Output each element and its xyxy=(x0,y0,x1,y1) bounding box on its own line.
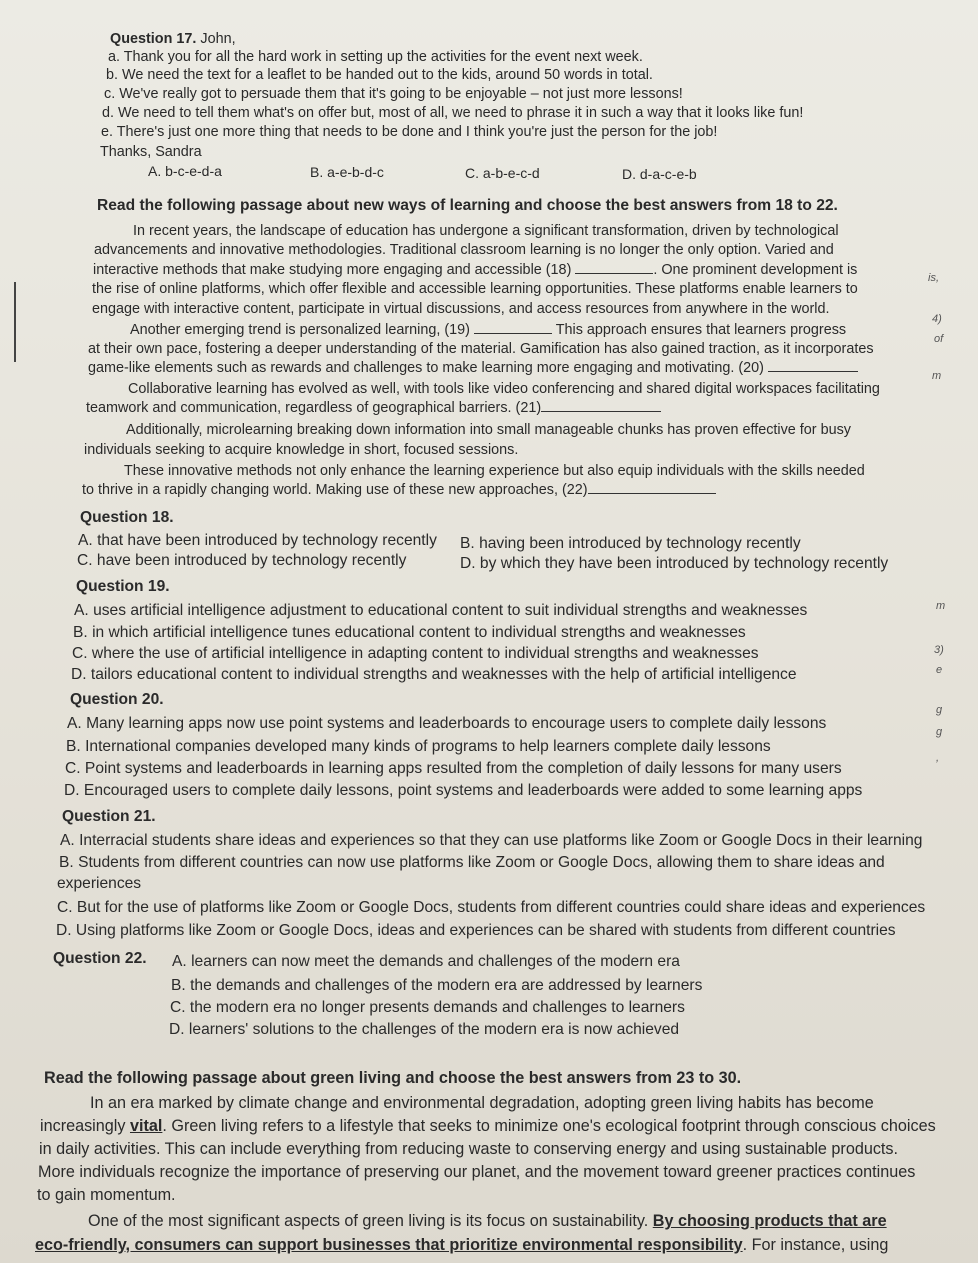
passage2-line1: In an era marked by climate change and environmental degradation, adopting green living habits has become xyxy=(90,1094,874,1112)
passage2-heading: Read the following passage about green living and choose the best answers from 23 to 30. xyxy=(44,1069,742,1087)
q17-line-c: c. We've really got to persuade them that it's going to be enjoyable – not just more lessons! xyxy=(104,86,683,102)
q21-option-a[interactable]: A. Interracial students share ideas and experiences so that they can use platforms like Zoom or Google Docs in their learning xyxy=(60,832,923,849)
q21-option-b-cont: experiences xyxy=(57,875,142,892)
p2-l2-rest: . Green living refers to a lifestyle that seeks to minimize one's ecological footprint through conscious choices xyxy=(162,1117,936,1135)
p2-line1-text: Another emerging trend is personalized learning, (19) xyxy=(130,322,470,338)
margin-note: e xyxy=(936,664,943,676)
passage1-p4-line2: individuals seeking to acquire knowledge in short, focused sessions. xyxy=(84,442,519,458)
question-22-title: Question 22. xyxy=(53,950,147,967)
question-20-title: Question 20. xyxy=(70,691,164,708)
q21-option-d[interactable]: D. Using platforms like Zoom or Google Docs, ideas and experiences can be shared with students from different countries xyxy=(56,922,896,939)
q17-line-d: d. We need to tell them what's on offer but, most of all, we need to phrase it in such a way that it looks like fun! xyxy=(102,105,804,121)
q20-option-a[interactable]: A. Many learning apps now use point systems and leaderboards to encourage users to complete daily lessons xyxy=(67,715,827,732)
margin-note: of xyxy=(934,333,944,345)
passage1-p2-line1 xyxy=(130,321,846,339)
p5-line2-text: to thrive in a rapidly changing world. Making use of these new approaches, (22) xyxy=(82,482,588,498)
passage1-p2-line2: at their own pace, fostering a deeper understanding of the material. Gamification has also gained traction, as it incorporates xyxy=(88,341,874,357)
margin-note: 3) xyxy=(934,644,944,656)
margin-note: , xyxy=(936,752,940,764)
passage1-p5-line2 xyxy=(82,481,716,499)
passage1-heading: Read the following passage about new ways of learning and choose the best answers from 18 to 22. xyxy=(97,197,838,214)
passage2-line2 xyxy=(40,1116,936,1137)
p1-line3-tail: . One prominent development is xyxy=(653,262,858,278)
margin-bracket xyxy=(14,282,16,362)
q18-option-c[interactable]: C. have been introduced by technology recently xyxy=(77,552,407,569)
q22-option-b[interactable]: B. the demands and challenges of the modern era are addressed by learners xyxy=(171,977,703,994)
passage1-p3-line1: Collaborative learning has evolved as well, with tools like video conferencing and shared digital workspaces facilitating xyxy=(128,381,880,397)
question-17-title xyxy=(110,30,236,48)
q20-option-d[interactable]: D. Encouraged users to complete daily lessons, point systems and leaderboards were added to some learning apps xyxy=(64,782,863,799)
q22-option-d[interactable]: D. learners' solutions to the challenges of the modern era is now achieved xyxy=(169,1021,680,1038)
q19-option-c[interactable]: C. where the use of artificial intelligence in adapting content to individual strengths and weaknesses xyxy=(72,645,759,662)
q20-option-c[interactable]: C. Point systems and leaderboards in learning apps resulted from the completion of daily lessons for many users xyxy=(65,760,842,777)
question-19-title: Question 19. xyxy=(76,578,170,595)
q21-option-b[interactable]: B. Students from different countries can now use platforms like Zoom or Google Docs, allowing them to share ideas and xyxy=(59,854,885,871)
q19-option-d[interactable]: D. tailors educational content to individual strengths and weaknesses with the help of artificial intelligence xyxy=(71,666,797,683)
q18-option-b[interactable]: B. having been introduced by technology recently xyxy=(460,535,801,552)
passage1-p2-line3 xyxy=(88,359,858,377)
q17-option-c[interactable]: C. a-b-e-c-d xyxy=(465,165,540,181)
q18-option-d[interactable]: D. by which they have been introduced by technology recently xyxy=(460,555,889,572)
q17-line-e: e. There's just one more thing that needs to be done and I think you're just the person for the job! xyxy=(101,124,718,140)
question-18-title: Question 18. xyxy=(80,509,174,526)
passage2-line5: to gain momentum. xyxy=(37,1186,176,1204)
q17-line-b: b. We need the text for a leaflet to be handed out to the kids, around 50 words in total. xyxy=(106,67,653,83)
passage1-p5-line1: These innovative methods not only enhance the learning experience but also equip individuals with the skills needed xyxy=(124,463,865,479)
margin-note: is, xyxy=(928,272,939,284)
p3-line2-text: teamwork and communication, regardless of geographical barriers. (21) xyxy=(86,400,542,416)
passage2-line3: in daily activities. This can include everything from reducing waste to conserving energy and using sustainable products. xyxy=(39,1140,899,1158)
blank-18[interactable] xyxy=(575,261,653,274)
p2-l6-start: One of the most significant aspects of green living is its focus on sustainability. xyxy=(88,1212,653,1230)
q17-option-b[interactable]: B. a-e-b-d-c xyxy=(310,164,384,180)
passage1-p1-line2: advancements and innovative methodologies. Traditional classroom learning is no longer the only option. Varied and xyxy=(94,242,834,258)
q17-option-d[interactable]: D. d-a-c-e-b xyxy=(622,166,697,182)
q17-title-text: Question 17. xyxy=(110,31,197,47)
q17-option-a[interactable]: A. b-c-e-d-a xyxy=(148,163,222,179)
q19-option-a[interactable]: A. uses artificial intelligence adjustment to educational content to suit individual strengths and weaknesses xyxy=(74,602,808,619)
q18-option-a[interactable]: A. that have been introduced by technology recently xyxy=(78,532,437,549)
margin-note: 4) xyxy=(932,313,942,325)
passage2-line4: More individuals recognize the importance of preserving our planet, and the movement toward greener practices continues xyxy=(38,1163,916,1181)
q22-option-c[interactable]: C. the modern era no longer presents demands and challenges to learners xyxy=(170,999,685,1016)
passage1-p3-line2 xyxy=(86,399,661,417)
passage1-p1-line3 xyxy=(93,261,857,279)
q20-option-b[interactable]: B. International companies developed many kinds of programs to help learners complete daily lessons xyxy=(66,738,771,755)
blank-20[interactable] xyxy=(768,359,858,372)
p2-l2-start: increasingly xyxy=(40,1117,130,1135)
blank-19[interactable] xyxy=(474,321,552,334)
passage2-line6 xyxy=(88,1211,887,1232)
p2-line3-text: game-like elements such as rewards and challenges to make learning more engaging and motivating. (20) xyxy=(88,360,764,376)
margin-note: m xyxy=(932,370,942,382)
q21-option-c[interactable]: C. But for the use of platforms like Zoom or Google Docs, students from different countries could share ideas and experiences xyxy=(57,899,926,916)
passage1-p4-line1: Additionally, microlearning breaking down information into small manageable chunks has proven effective for busy xyxy=(126,422,851,438)
q19-option-b[interactable]: B. in which artificial intelligence tunes educational content to individual strengths and weaknesses xyxy=(73,624,746,641)
q17-salutation: John, xyxy=(200,31,236,47)
margin-note: g xyxy=(936,704,943,716)
passage1-p1-line1: In recent years, the landscape of education has undergone a significant transformation, driven by technological xyxy=(133,223,839,239)
margin-note: g xyxy=(936,726,943,738)
question-21-title: Question 21. xyxy=(62,808,156,825)
q17-line-a: a. Thank you for all the hard work in setting up the activities for the event next week. xyxy=(108,49,643,65)
underlined-word-vital: vital xyxy=(129,1117,163,1135)
underlined-sentence-part1: By choosing products that are xyxy=(652,1212,887,1230)
blank-21[interactable] xyxy=(541,399,661,412)
passage2-line7 xyxy=(35,1235,888,1256)
blank-22[interactable] xyxy=(588,481,716,494)
p2-line1-tail: This approach ensures that learners progress xyxy=(551,322,847,338)
underlined-sentence-part2: eco-friendly, consumers can support businesses that prioritize environmental responsibility xyxy=(35,1236,743,1254)
q17-closing: Thanks, Sandra xyxy=(100,144,202,160)
p1-line3-text: interactive methods that make studying more engaging and accessible (18) xyxy=(93,262,572,278)
passage1-p1-line5: engage with interactive content, participate in virtual discussions, and access resources from anywhere in the world. xyxy=(92,301,830,317)
passage1-p1-line4: the rise of online platforms, which offer flexible and accessible learning opportunities. These platforms enable learners to xyxy=(92,281,858,297)
p2-l7-rest: . For instance, using xyxy=(742,1236,889,1254)
q22-option-a[interactable]: A. learners can now meet the demands and challenges of the modern era xyxy=(172,953,680,970)
margin-note: m xyxy=(936,600,946,612)
